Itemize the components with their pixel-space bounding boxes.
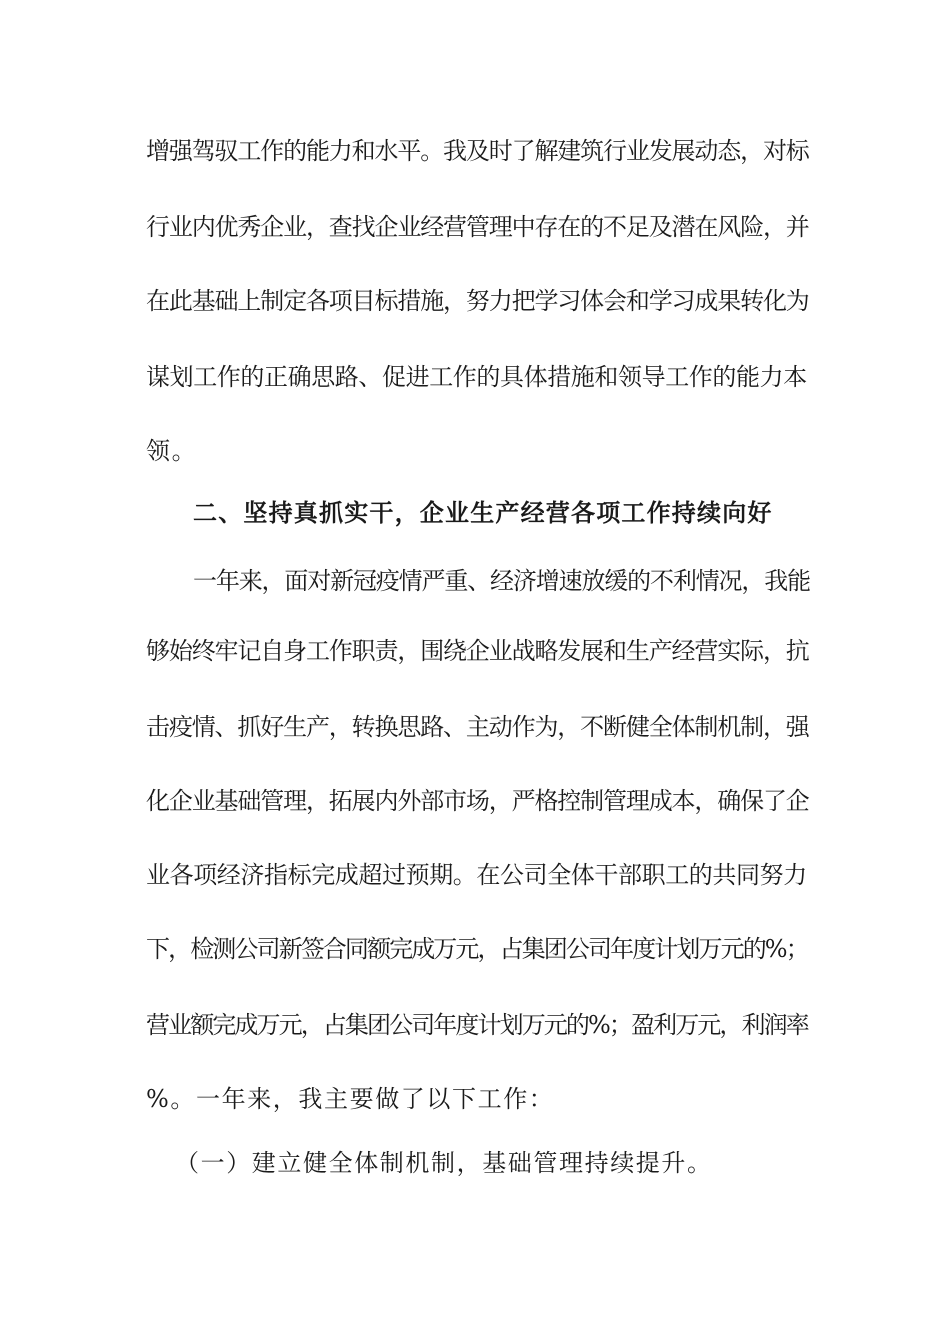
paragraph-line: 击疫情、抓好生产，转换思路、主动作为，不断健全体制机制，强 [146, 713, 809, 741]
section-heading: 二、坚持真抓实干，企业生产经营各项工作持续向好 [193, 498, 773, 527]
paragraph-line: 下，检测公司新签合同额完成万元，占集团公司年度计划万元的%； [146, 935, 808, 963]
subsection-heading: （一）建立健全体制机制，基础管理持续提升。 [175, 1149, 713, 1177]
paragraph-line: 增强驾驭工作的能力和水平。我及时了解建筑行业发展动态，对标 [146, 137, 809, 165]
paragraph-line: 业各项经济指标完成超过预期。在公司全体干部职工的共同努力 [146, 861, 807, 889]
paragraph-line: 营业额完成万元，占集团公司年度计划万元的%；盈利万元，利润率 [146, 1011, 808, 1039]
paragraph-line: 领。 [146, 437, 198, 465]
paragraph-line: %。一年来，我主要做了以下工作： [146, 1085, 555, 1113]
paragraph-line: 化企业基础管理，拓展内外部市场，严格控制管理成本，确保了企 [146, 787, 809, 815]
paragraph-line: 在此基础上制定各项目标措施，努力把学习体会和学习成果转化为 [146, 287, 809, 315]
paragraph-line: 行业内优秀企业，查找企业经营管理中存在的不足及潜在风险，并 [146, 213, 809, 241]
paragraph-line: 一年来，面对新冠疫情严重、经济增速放缓的不利情况，我能 [193, 567, 810, 595]
paragraph-line: 够始终牢记自身工作职责，围绕企业战略发展和生产经营实际，抗 [146, 637, 809, 665]
paragraph-line: 谋划工作的正确思路、促进工作的具体措施和领导工作的能力本 [146, 363, 807, 391]
